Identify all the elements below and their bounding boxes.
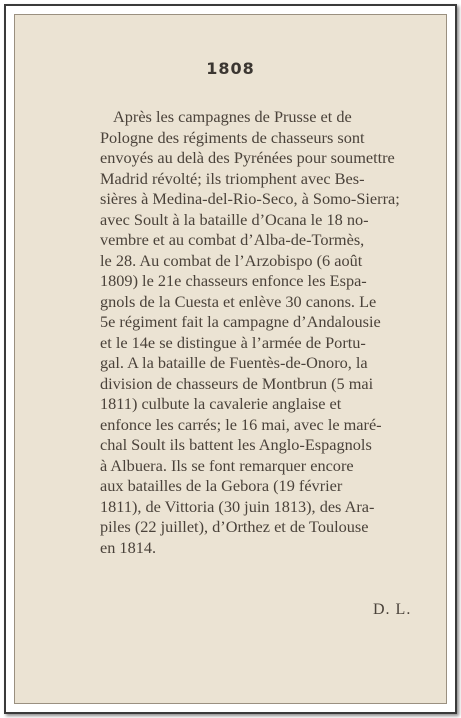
text-line: aux batailles de la Gebora (19 février xyxy=(100,476,343,495)
text-line: 1811), de Vittoria (30 juin 1813), des Ara- xyxy=(100,496,375,516)
text-line: Madrid révolté; ils triomphent avec Bes- xyxy=(100,168,365,188)
text-line: gal. A la bataille de Fuentès-de-Onoro, la xyxy=(100,353,368,372)
text-line: à Albuera. Ils se font remarquer encore xyxy=(100,455,354,475)
text-line: chal Soult ils battent les Anglo-Espagnols xyxy=(100,435,372,454)
text-line: avec Soult à la bataille d’Ocana le 18 no- xyxy=(100,209,369,229)
text-line: piles (22 juillet), d’Orthez et de Toulouse xyxy=(100,517,369,536)
page-frame xyxy=(4,4,457,714)
text-line: envoyés au delà des Pyrénées pour soumettre xyxy=(100,148,395,167)
text-line: division de chasseurs de Montbrun (5 mai xyxy=(100,373,374,393)
text-line: et le 14e se distingue à l’armée de Portu- xyxy=(100,332,366,352)
text-line: enfonce les carrés; le 16 mai, avec le maré- xyxy=(100,414,382,434)
text-line: en 1814. xyxy=(100,537,157,557)
page-title: 1808 xyxy=(206,59,255,78)
document-page xyxy=(14,14,447,704)
text-line: le 28. Au combat de l’Arzobispo (6 août xyxy=(100,250,363,270)
text-line: 5e régiment fait la campagne d’Andalousie xyxy=(100,312,381,331)
text-line: gnols de la Cuesta et enlève 30 canons. Le xyxy=(100,291,377,311)
text-line: vembre et au combat d’Alba-de-Tormès, xyxy=(100,230,365,249)
text-line: Pologne des régiments de chasseurs sont xyxy=(100,127,365,147)
text-line: 1811) culbute la cavalerie anglaise et xyxy=(100,394,342,413)
body-paragraph xyxy=(100,107,431,558)
signature: D. L. xyxy=(373,601,412,618)
text-line: sières à Medina-del-Rio-Seco, à Somo-Sierra; xyxy=(100,189,400,208)
text-line: 1809) le 21e chasseurs enfonce les Espa- xyxy=(100,271,367,290)
text-line: Après les campagnes de Prusse et de xyxy=(113,107,352,126)
